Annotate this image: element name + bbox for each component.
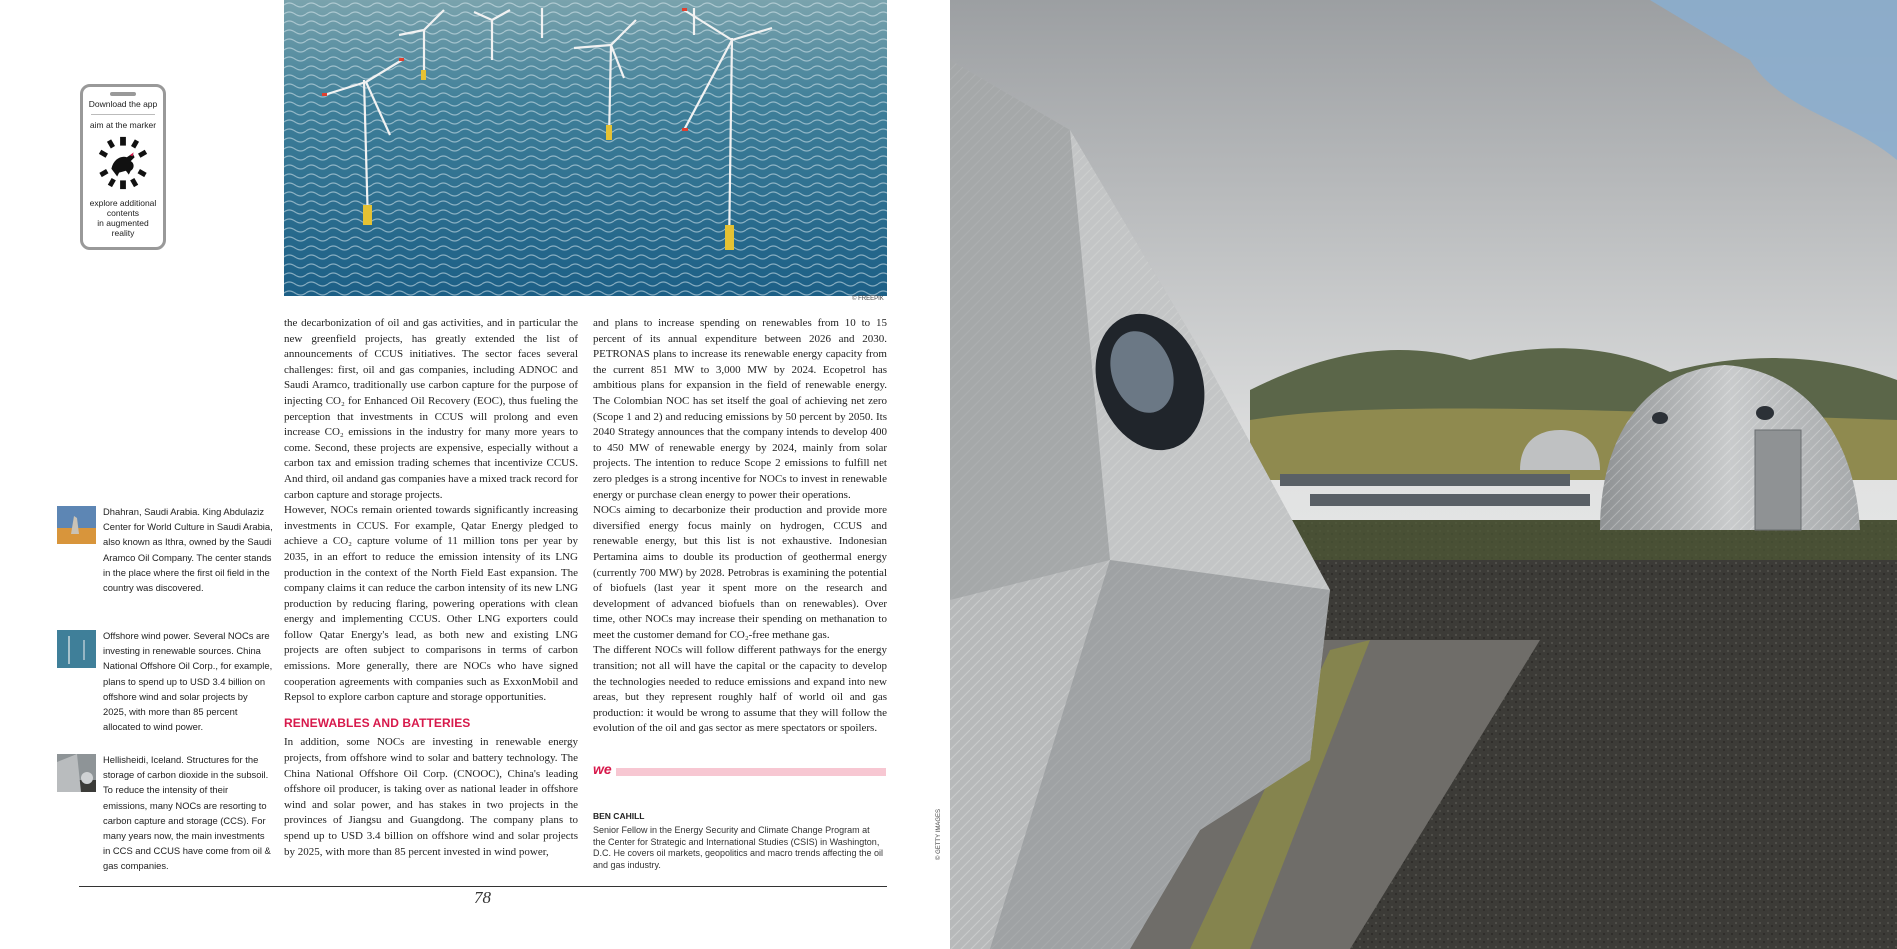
caption-hellisheidi: [57, 752, 272, 872]
page-number: 78: [474, 888, 491, 907]
ar-augmented-text: in augmented: [97, 218, 149, 228]
author-bio: Senior Fellow in the Energy Security and Climate Change Program at the Center for Strategic and International Studies (CSIS) in Washington, D.C. He covers oil markets, geopolitics and macro trends affecting the oil and gas industry.: [593, 825, 883, 870]
ar-marker-icon: [94, 134, 152, 192]
geodesic-domes-photo: [950, 0, 1897, 949]
caption-hellisheidi-text: Hellisheidi, Iceland. Structures for the storage of carbon dioxide in the subsoil. To reduce the intensity of their emissions, many NOCs are resorting to carbon capture and storage (CCS). For many years now, the main investments in CCS and CCUS have come from oil & gas companies.: [103, 754, 271, 872]
brand-rule: [593, 768, 886, 776]
article-column-1: [284, 316, 578, 860]
dhahran-thumbnail: [57, 506, 96, 544]
ar-explore-text: explore additional: [89, 198, 157, 208]
caption-offshore-text: Offshore wind power. Several NOCs are investing in renewable sources. China National Offshore Oil Corp., for example, plans to spend up to USD 3.4 billion on offshore wind and solar projects by 2025, with more than 85 percent allocated to wind power.: [103, 630, 273, 733]
paragraph: and plans to increase spending on renewables from 10 to 15 percent of its annual expenditure between 2026 and 2030. PETRONAS plans to increase its renewable energy capacity from the current 851 MW to 3,000 MW by 2024. Ecopetrol has ambitious plans for expansion in the field of renewable energy. The Colombian NOC has set itself the goal of achieving net zero (Scope 1 and 2) and reducing emissions by 50 percent by 2050. Its 2040 Strategy announces that the company intends to develop 400 to 450 MW of renewable energy by 2024, mainly from solar projects. The intention to reduce Scope 2 emissions to fulfill net zero pledges is a strong incentive for NOCs to invest in renewable energy or purchase clean energy to power their operations.: [593, 317, 887, 501]
ar-contents-text: contents: [106, 208, 140, 218]
ar-divider: [91, 114, 155, 115]
caption-dhahran-text: Dhahran, Saudi Arabia. King Abdulaziz Center for World Culture in Saudi Arabia, also known as Ithra, owned by the Saudi Aramco Oil Company. The center stands in the place where the first oil field in the country was discovered.: [103, 506, 273, 594]
article-column-2: [593, 316, 887, 737]
domes-photo-credit: © GETTY IMAGES: [936, 809, 942, 860]
author-name: BEN CAHILL: [593, 811, 645, 821]
ar-app-widget: [80, 84, 166, 250]
caption-dhahran: [57, 504, 272, 604]
footer-rule: [79, 886, 887, 887]
offshore-wind-photo: [284, 0, 887, 296]
hellisheidi-thumbnail: [57, 754, 96, 792]
paragraph: The different NOCs will follow different pathways for the energy transition; not all will have the capital or the capacity to develop the technologies needed to reduce emissions and expand into new areas, but they represent roughly half of world oil and gas production: it would be wrong to assume that they will follow the evolution of the oil and gas sector as mere spectators or spoilers.: [593, 644, 887, 735]
offshore-thumbnail: [57, 630, 96, 668]
phone-speaker-icon: [110, 92, 136, 96]
we-logo: we: [593, 762, 616, 776]
ar-reality-text: reality: [111, 228, 135, 238]
sea-photo-credit: © FREEPIK: [852, 296, 884, 302]
ar-aim-text: aim at the marker: [89, 120, 157, 130]
paragraph: However, NOCs remain oriented towards significantly increasing investments in CCUS. For example, Qatar Energy pledged to achieve a CO₂ capture volume of 11 million tons per year by 2035, in an effort to reduce the emission intensity of its LNG production in the context of the North Field East expansion. The company claims it can reduce the carbon intensity of its new LNG production by reducing flaring, powering operations with clean energy and implementing CCUS. Other LNG exporters could follow Qatar Energy's lead, as both new and existing LNG projects are often subject to comparisons in terms of carbon emissions. More generally, there are NOCs who have signed cooperation agreements with companies such as ExxonMobil and Repsol to explore carbon capture and storage opportunities.: [284, 504, 578, 704]
paragraph: NOCs aiming to decarbonize their production and provide more diversified energy focus mainly on hydrogen, CCUS and renewable energy, but this list is not exhaustive. Indonesian Pertamina aims to double its production of geothermal energy (currently 700 MW) by 2028. Petrobras is examining the potential of biofuels (last year it spent more on the research and development of advanced biofuels than on renewables). Over time, other NOCs may increase their spending on methanation to meet the customer demand for CO₂-free methane gas.: [593, 504, 887, 641]
paragraph: In addition, some NOCs are investing in renewable energy projects, from offshore wind to solar and battery technology. The China National Offshore Oil Corp. (CNOOC), China's leading offshore oil producer, is taking over as national leader in offshore wind and solar power, and has stakes in two projects in the provinces of Jiangsu and Guangdong. The company plans to spend up to USD 3.4 billion on offshore wind and solar projects by 2025, with more than 85 percent invested in wind power,: [284, 736, 578, 858]
ar-download-text: Download the app: [88, 99, 158, 109]
paragraph: the decarbonization of oil and gas activities, and in particular the new greenfield projects, has greatly extended the list of announcements of CCUS initiatives. The sector faces several challenges: first, oil and gas companies, including ADNOC and Saudi Aramco, traditionally use carbon capture for the purpose of injecting CO₂ for Enhanced Oil Recovery (EOC), thus fueling the perception that investments in CCUS will prolong and even increase CO₂ emissions in the industry for many more years to come. Second, these projects are expensive, especially without a carbon tax and emission trading schemes that incentivize CCUS. And third, oil andand gas companies have a mixed track record for carbon capture and storage projects.: [284, 317, 578, 501]
caption-offshore: [57, 628, 273, 733]
section-heading: RENEWABLES AND BATTERIES: [284, 715, 471, 730]
